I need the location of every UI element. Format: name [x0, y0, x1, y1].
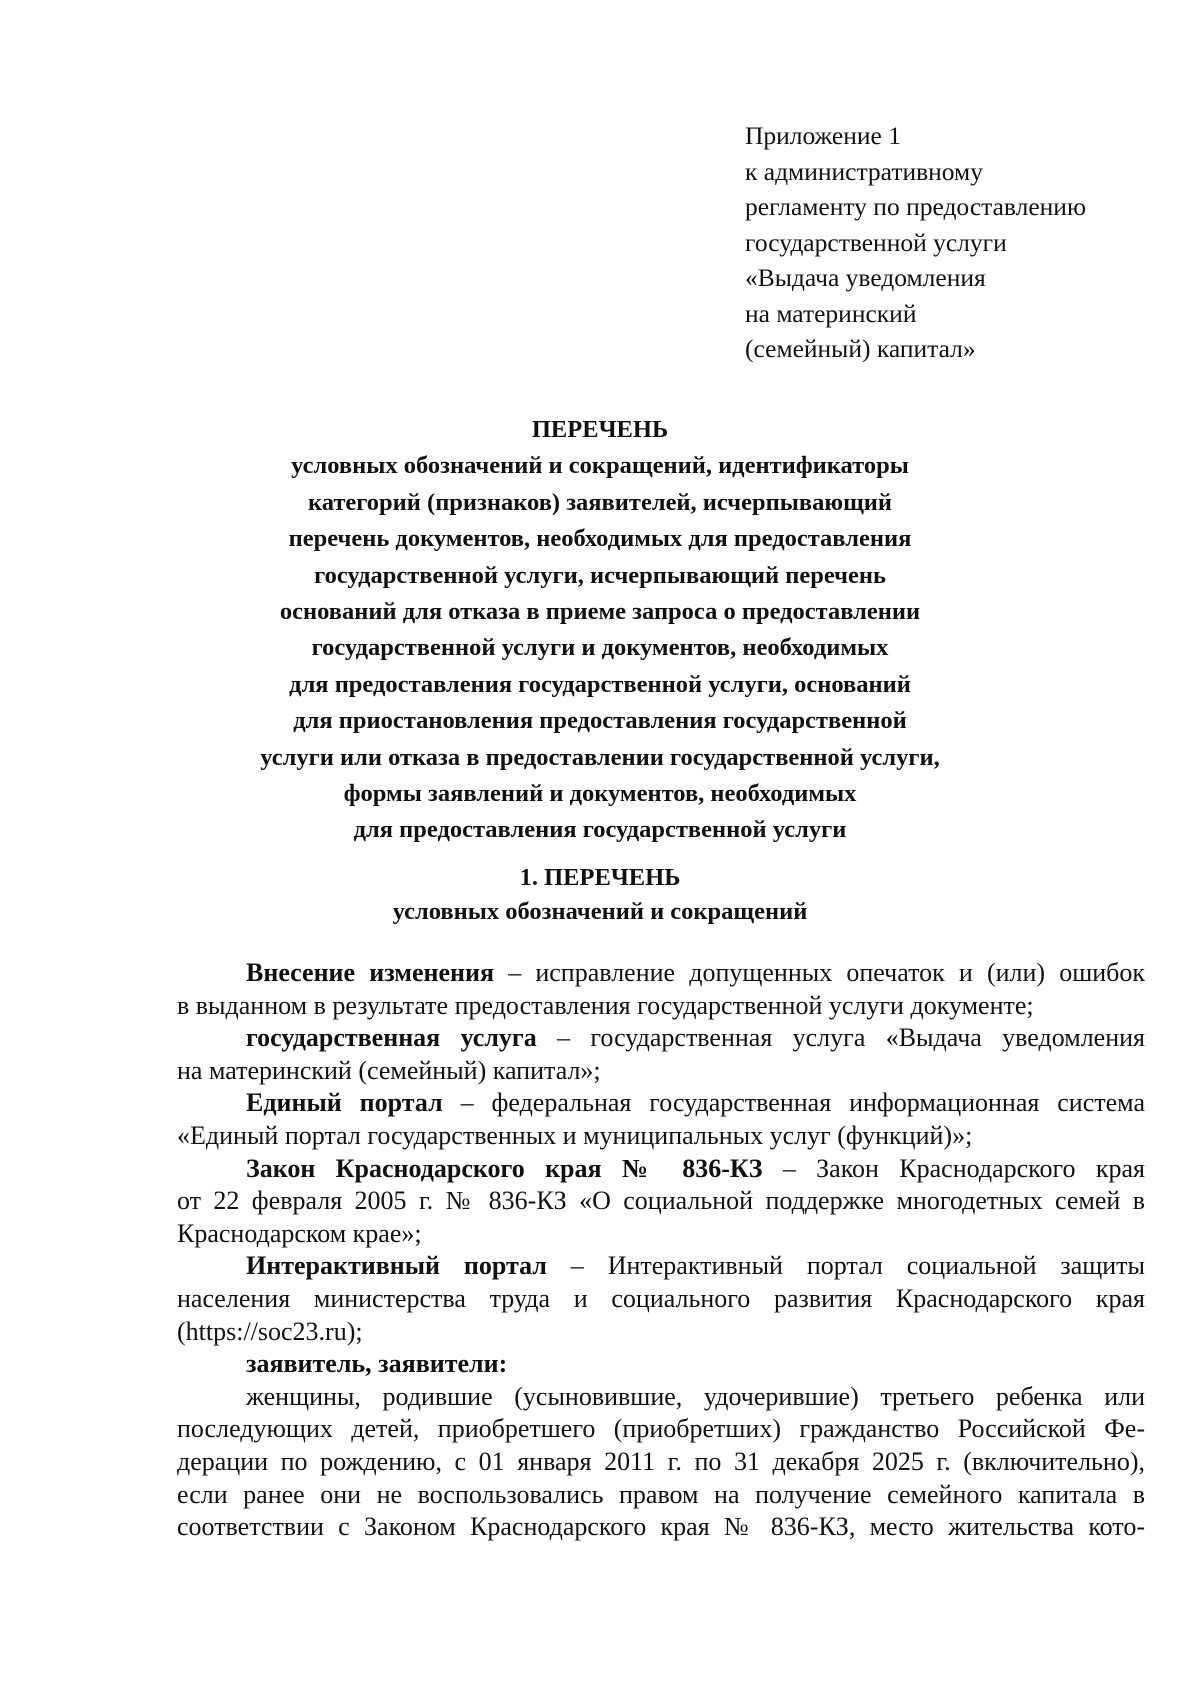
- definition-term: Интерактивный портал: [246, 1251, 547, 1281]
- title-line: перечень документов, необходимых для предоставления: [288, 525, 912, 553]
- definition-line: на материнский (семейный) капитал»;: [177, 1055, 601, 1085]
- definition-term: заявитель, заявители:: [246, 1349, 508, 1379]
- title-line: формы заявлений и документов, необходимых: [343, 780, 857, 808]
- definition-line: [177, 1087, 1145, 1120]
- definitions-list: [177, 957, 1145, 1544]
- appendix-line: «Выдача уведомления: [745, 263, 986, 292]
- definition-line: соответствии с Законом Краснодарского края № 836-КЗ, место жительства кото-: [177, 1512, 1145, 1542]
- definition-line: [177, 1153, 1145, 1186]
- definition-line: (https://soc23.ru);: [177, 1316, 363, 1346]
- title-heading: ПЕРЕЧЕНЬ: [531, 416, 669, 443]
- definition-line: дерации по рождению, с 01 января 2011 г. по 31 декабря 2025 г. (включительно),: [177, 1446, 1145, 1476]
- appendix-line: к административному: [745, 156, 983, 186]
- definition-term: Единый портал: [246, 1088, 443, 1118]
- definition-line: [177, 1250, 1145, 1283]
- definition-term: Закон Краснодарского края № 836-КЗ: [246, 1153, 763, 1183]
- definition-line: [177, 1022, 1145, 1055]
- definition-line: последующих детей, приобретшего (приобретших) гражданство Российской Фе-: [177, 1414, 1145, 1444]
- title-line: условных обозначений и сокращений, идентификаторы: [291, 452, 909, 480]
- title-line: государственной услуги и документов, необходимых: [311, 634, 889, 662]
- definition-line: женщины, родившие (усыновившие, удочерившие) третьего ребенка или: [246, 1381, 1145, 1411]
- appendix-line: Приложение 1: [745, 121, 901, 150]
- document-title: [160, 412, 1040, 849]
- title-line: категорий (признаков) заявителей, исчерпывающий: [308, 488, 892, 516]
- definition-line: «Единый портал государственных и муниципальных услуг (функций)»;: [177, 1120, 973, 1150]
- appendix-header: [745, 118, 1086, 367]
- appendix-line: (семейный) капитал»: [745, 334, 976, 363]
- definition-line: в выданном в результате предоставления государственной услуги документе;: [177, 990, 1034, 1020]
- title-line: для предоставления государственной услуги, оснований: [289, 670, 911, 698]
- definition-text: – государственная услуга «Выдача уведомления: [536, 1023, 1145, 1053]
- definition-term: государственная услуга: [246, 1023, 537, 1053]
- definition-line: если ранее они не воспользовались правом на получение семейного капитала в: [177, 1479, 1145, 1509]
- definition-text: – исправление допущенных опечаток и (или) ошибок: [494, 958, 1145, 987]
- title-line: государственной услуги, исчерпывающий перечень: [314, 561, 886, 589]
- appendix-line: регламенту по предоставлению: [745, 192, 1087, 221]
- section-title: 1. ПЕРЕЧЕНЬ: [519, 864, 681, 891]
- appendix-line: государственной услуги: [745, 227, 1007, 257]
- section-1-heading: [160, 861, 1040, 929]
- definition-line: населения министерства труда и социального развития Краснодарского края: [177, 1283, 1145, 1313]
- definition-text: – Закон Краснодарского края: [762, 1153, 1145, 1183]
- definition-text: – Интерактивный портал социальной защиты: [546, 1251, 1145, 1281]
- appendix-line: на материнский: [745, 298, 917, 328]
- definition-line: [177, 957, 1145, 990]
- section-subtitle: условных обозначений и сокращений: [392, 898, 808, 925]
- title-line: услуги или отказа в предоставлении государственной услуги,: [260, 743, 940, 771]
- definition-line: от 22 февраля 2005 г. № 836-КЗ «О социальной поддержке многодетных семей в: [177, 1186, 1145, 1216]
- definition-line: Краснодарском крае»;: [177, 1218, 422, 1248]
- title-line: для приостановления предоставления государственной: [293, 707, 907, 735]
- title-line: для предоставления государственной услуги: [353, 816, 847, 844]
- title-line: оснований для отказа в приеме запроса о предоставлении: [279, 598, 921, 626]
- definition-text: – федеральная государственная информационная система: [442, 1088, 1145, 1118]
- definition-term: Внесение изменения: [246, 958, 495, 987]
